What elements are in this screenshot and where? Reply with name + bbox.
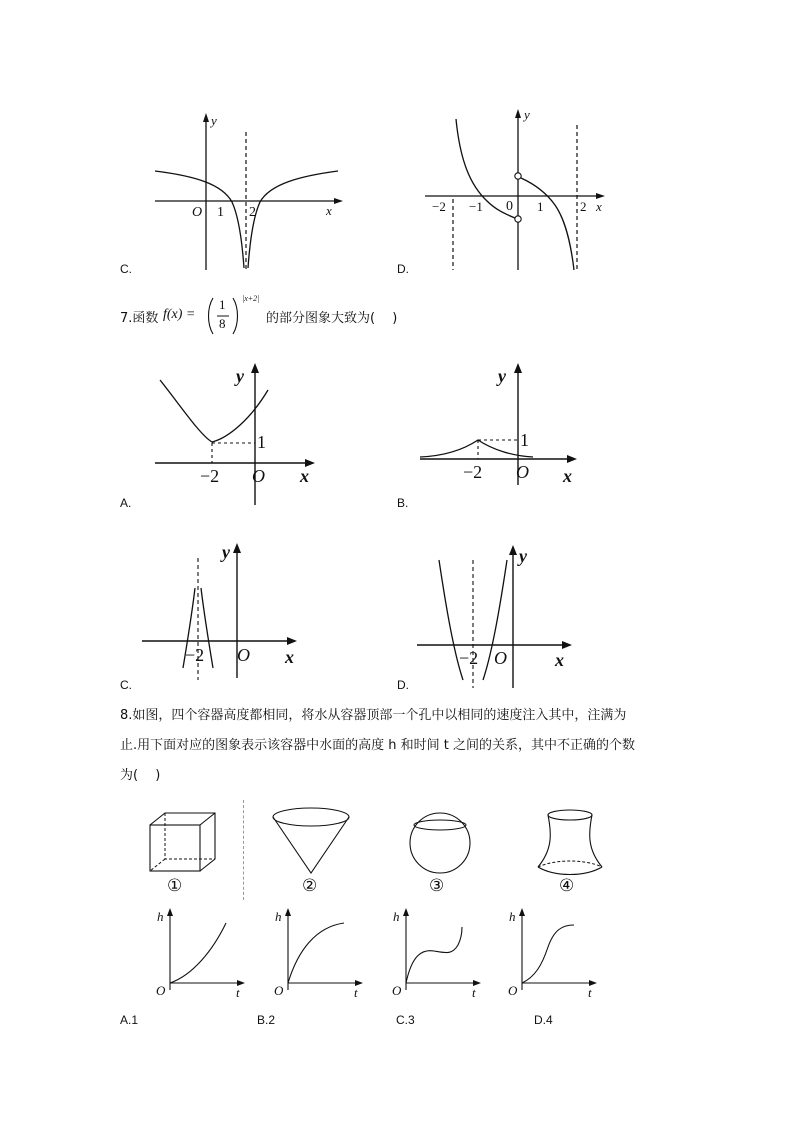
q8-graph-2 [266,905,366,1000]
q8-container-label-2: ② [302,876,318,896]
q7b-one: 1 [520,430,529,450]
q7-option-c-label: C. [120,678,132,692]
q8-divider [243,800,245,900]
q8-container-label-4: ④ [559,876,575,896]
q7b-m2: −2 [463,462,483,482]
q8g4-o: O [508,983,518,998]
q7b-y-label: y [498,366,506,386]
q6-graph-d [420,105,615,275]
q7-suffix: 的部分图象大致为( ) [266,311,398,326]
q8g3-o: O [392,983,402,998]
q7d-m2: −2 [459,648,479,668]
q7-option-d-label: D. [397,678,409,692]
q8-answer-b: B.2 [257,1013,276,1027]
q8-graph-1 [148,905,248,1000]
q7c-origin: O [237,645,250,665]
q7c-x-label: x [285,647,294,667]
q7d-y-label: y [519,546,527,566]
q6-graph-c [150,110,350,275]
q8-line-2: 止.用下面对应的图象表示该容器中水面的高度 h 和时间 t 之间的关系，其中不正确的个数 [120,738,635,753]
q8-answer-d: D.4 [534,1013,553,1027]
q7-option-b-label: B. [397,496,409,510]
q7-graph-d [415,540,585,690]
q8g2-h: h [275,909,282,924]
q6c-x-label: x [326,203,332,218]
q8-container-label-1: ① [167,876,183,896]
q7d-origin: O [494,648,507,668]
q8-container-label-3: ③ [429,876,445,896]
q6c-tick-2: 2 [249,205,256,220]
q8-container-cube [145,805,225,900]
q7c-m2: −2 [185,645,205,665]
q7-graph-b [418,360,583,490]
q8-line-3: 为( ) [120,768,161,783]
q7-frac-num: 1 [219,297,226,312]
q6d-tick-1: 1 [537,199,544,214]
q7a-origin: O [252,466,265,486]
q7b-origin: O [516,462,529,482]
q7d-x-label: x [555,650,564,670]
q8g1-t: t [236,985,240,1000]
q7-option-a-label: A. [120,496,132,510]
q8-container-sphere [405,805,475,880]
q8-answer-a: A.1 [120,1013,139,1027]
q8-graph-4 [500,905,600,1000]
q6c-origin: O [192,205,203,220]
q7-graph-c [140,538,305,683]
q7-frac-den: 8 [219,316,226,331]
q6c-tick-1: 1 [217,205,224,220]
q7-func: f(x) = [163,307,196,322]
q6d-tick-m2: −2 [432,199,446,214]
q7-fraction-parens [206,296,246,336]
q6-option-d-label: D. [397,262,409,276]
q6d-origin: 0 [506,199,513,214]
q7-graph-a [150,360,320,510]
q7a-m2: −2 [200,466,220,486]
q8g2-o: O [274,983,284,998]
q7-prefix: 7.函数 [120,311,159,326]
q6d-x-label: x [596,199,602,214]
q8g2-t: t [354,985,358,1000]
q8g3-h: h [393,909,400,924]
q6-option-c-label: C. [120,262,132,276]
q8-graph-3 [384,905,484,1000]
q8-line-1: 8.如图，四个容器高度都相同，将水从容器顶部一个孔中以相同的速度注入其中，注满为 [120,708,627,723]
q8g1-o: O [156,983,166,998]
q7a-x-label: x [300,466,309,486]
q6d-y-label: y [524,107,530,122]
q7-exponent: |x+2| [242,294,260,303]
q8g4-t: t [588,985,592,1000]
q8-answer-c: C.3 [396,1013,415,1027]
q6d-tick-2: 2 [580,199,587,214]
q6d-tick-m1: −1 [469,199,483,214]
q8g1-h: h [157,909,164,924]
q7a-y-label: y [236,366,244,386]
q7b-x-label: x [563,466,572,486]
q6c-y-label: y [211,113,217,128]
q8g4-h: h [509,909,516,924]
q7c-y-label: y [222,542,230,562]
q7a-one: 1 [257,432,266,452]
q8-container-vase [535,805,605,885]
q8g3-t: t [472,985,476,1000]
